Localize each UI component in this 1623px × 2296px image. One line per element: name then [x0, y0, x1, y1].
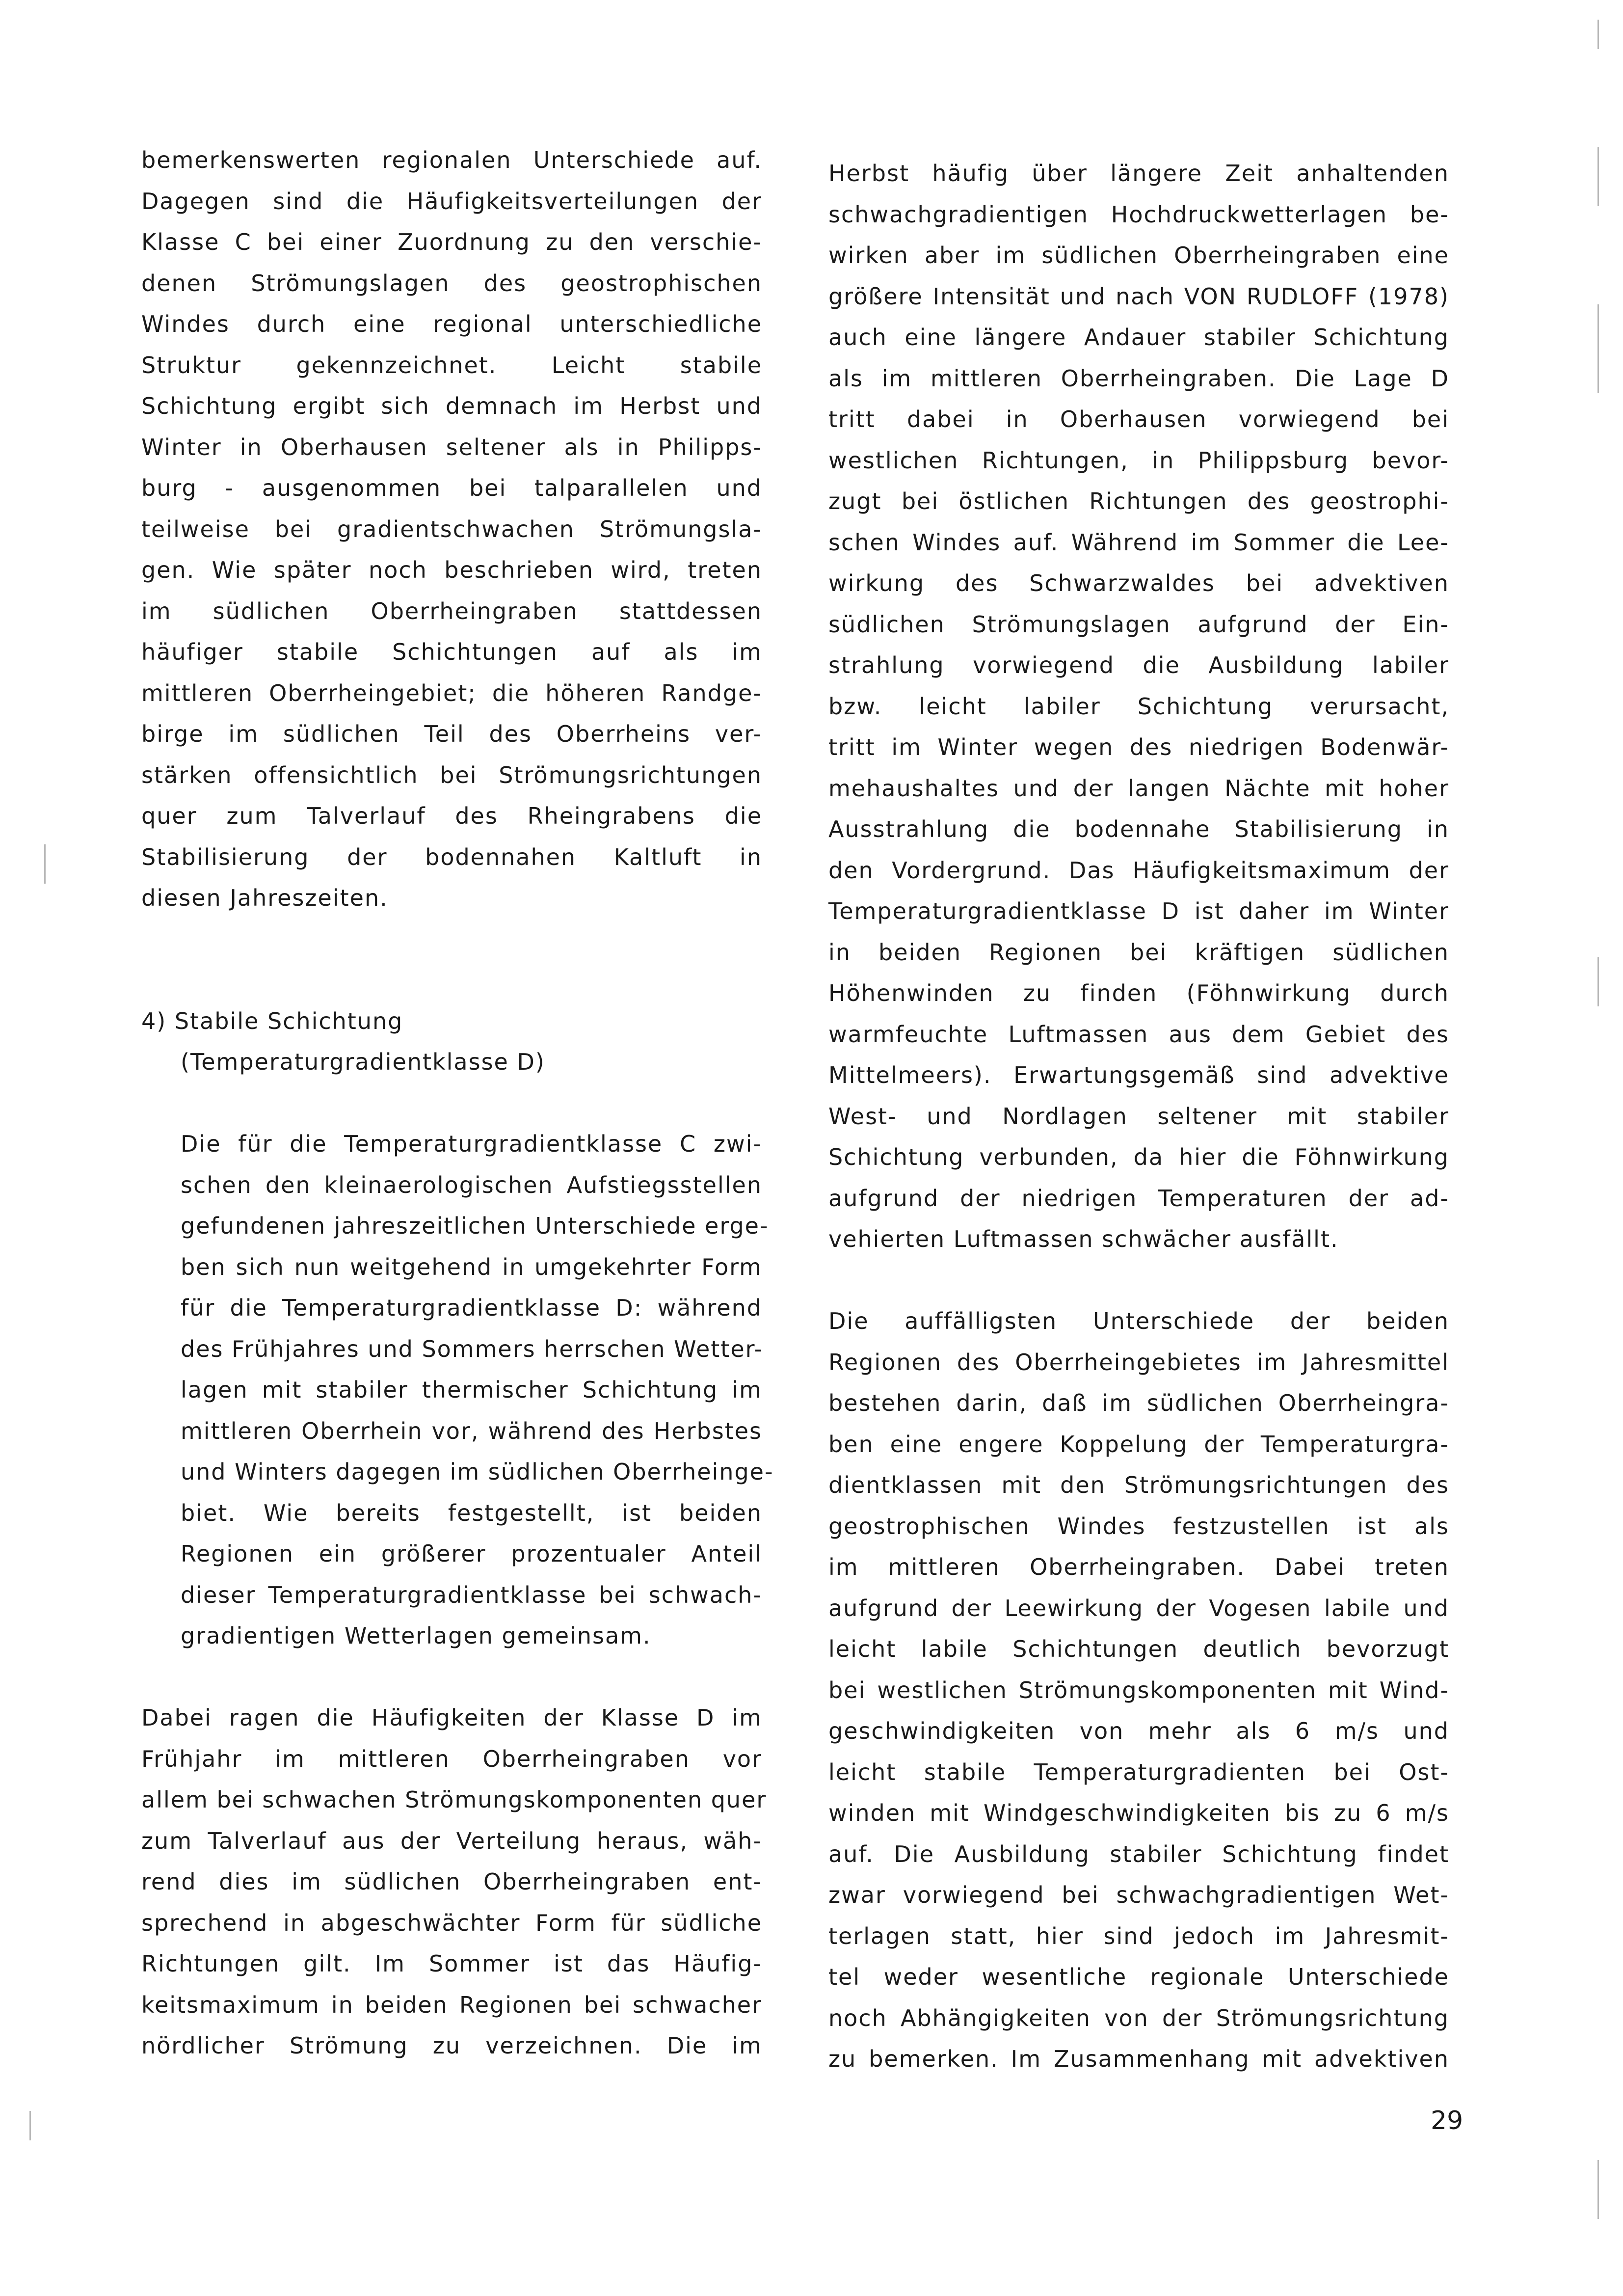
section-subheading: (Temperaturgradientklasse D)	[181, 1049, 545, 1075]
text-line: warmfeuchte Luftmassen aus dem Gebiet des	[828, 1021, 1449, 1048]
text-line: Ausstrahlung die bodennahe Stabilisierung in	[828, 816, 1449, 842]
text-line: den Vordergrund. Das Häufigkeitsmaximum der	[828, 857, 1449, 884]
text-line: geostrophischen Windes festzustellen ist als	[828, 1513, 1449, 1540]
text-line: Richtungen gilt. Im Sommer ist das Häufig-	[141, 1950, 762, 1977]
text-line: vehierten Luftmassen schwächer ausfällt.	[828, 1226, 1339, 1252]
text-line: mehaushaltes und der langen Nächte mit hoher	[828, 775, 1449, 802]
text-line: und Winters dagegen im südlichen Oberrheinge-	[181, 1459, 774, 1485]
text-line: zu bemerken. Im Zusammenhang mit advektiven	[828, 2046, 1449, 2072]
text-line: gradientigen Wetterlagen gemeinsam.	[181, 1622, 651, 1649]
text-line: Winter in Oberhausen seltener als in Philipps-	[141, 433, 762, 460]
section-heading: 4) Stabile Schichtung	[141, 1007, 403, 1034]
scan-edge-mark	[1597, 304, 1599, 393]
text-line: Regionen ein größerer prozentualer Anteil	[181, 1540, 762, 1567]
text-line: aufgrund der Leewirkung der Vogesen labile und	[828, 1594, 1449, 1621]
text-line: stärken offensichtlich bei Strömungsrichtungen	[141, 761, 762, 788]
text-line: winden mit Windgeschwindigkeiten bis zu 6 m/s	[828, 1800, 1449, 1826]
paragraph	[828, 1301, 1449, 2080]
text-line: allem bei schwachen Strömungskomponenten quer	[141, 1786, 767, 1813]
text-line: Temperaturgradientklasse D ist daher im Winter	[828, 898, 1449, 924]
text-line: tritt dabei in Oberhausen vorwiegend bei	[828, 406, 1449, 432]
text-line: bzw. leicht labiler Schichtung verursacht,	[828, 693, 1449, 720]
scan-edge-mark	[1597, 957, 1599, 1006]
page-number: 29	[1431, 2106, 1463, 2135]
text-line: als im mittleren Oberrheingraben. Die Lage D	[828, 365, 1449, 392]
text-line: häufiger stabile Schichtungen auf als im	[141, 639, 762, 665]
text-line: auf. Die Ausbildung stabiler Schichtung findet	[828, 1840, 1449, 1867]
text-line: tel weder wesentliche regionale Unterschiede	[828, 1964, 1449, 1990]
paragraph	[828, 153, 1449, 1260]
text-line: teilweise bei gradientschwachen Strömungsla-	[141, 515, 762, 542]
text-line: Höhenwinden zu finden (Föhnwirkung durch	[828, 980, 1449, 1006]
text-line: leicht stabile Temperaturgradienten bei Ost-	[828, 1758, 1449, 1785]
text-line: mittleren Oberrheingebiet; die höheren Randge-	[141, 679, 762, 706]
text-line: Windes durch eine regional unterschiedliche	[141, 311, 762, 337]
text-line: zum Talverlauf aus der Verteilung heraus, wäh-	[141, 1827, 762, 1854]
text-line: zwar vorwiegend bei schwachgradientigen Wet-	[828, 1882, 1449, 1908]
text-line: im südlichen Oberrheingraben stattdessen	[141, 597, 762, 624]
text-line: rend dies im südlichen Oberrheingraben ent-	[141, 1868, 762, 1895]
text-line: sprechend in abgeschwächter Form für südliche	[141, 1909, 762, 1936]
text-line: dientklassen mit den Strömungsrichtungen des	[828, 1472, 1449, 1498]
text-line: bestehen darin, daß im südlichen Oberrheingra-	[828, 1390, 1449, 1416]
text-line: gen. Wie später noch beschrieben wird, treten	[141, 557, 762, 583]
text-line: birge im südlichen Teil des Oberrheins ver-	[141, 721, 762, 747]
text-line: in beiden Regionen bei kräftigen südlichen	[828, 939, 1449, 966]
text-line: Frühjahr im mittleren Oberrheingraben vor	[141, 1745, 762, 1772]
text-line: größere Intensität und nach VON RUDLOFF (1978)	[828, 283, 1449, 310]
text-line: terlagen statt, hier sind jedoch im Jahresmit-	[828, 1922, 1449, 1949]
text-line: nördlicher Strömung zu verzeichnen. Die im	[141, 2032, 762, 2059]
scan-edge-mark	[44, 844, 46, 884]
scan-edge-mark	[1597, 2160, 1599, 2219]
scan-edge-mark	[29, 2111, 31, 2140]
text-line: im mittleren Oberrheingraben. Dabei treten	[828, 1554, 1449, 1580]
text-line: tritt im Winter wegen des niedrigen Bodenwär-	[828, 734, 1449, 760]
text-line: Dagegen sind die Häufigkeitsverteilungen der	[141, 188, 762, 215]
text-line: bemerkenswerten regionalen Unterschiede auf.	[141, 147, 762, 173]
text-line: Schichtung verbunden, da hier die Föhnwirkung	[828, 1144, 1449, 1170]
text-line: Dabei ragen die Häufigkeiten der Klasse D im	[141, 1704, 762, 1731]
text-line: westlichen Richtungen, in Philippsburg bevor-	[828, 447, 1449, 474]
text-line: Struktur gekennzeichnet. Leicht stabile	[141, 351, 762, 378]
text-line: diesen Jahreszeiten.	[141, 885, 388, 911]
paragraph	[141, 1698, 767, 2067]
text-line: Herbst häufig über längere Zeit anhaltenden	[828, 160, 1449, 187]
text-line: lagen mit stabiler thermischer Schichtung im	[181, 1377, 762, 1403]
left-column	[141, 140, 774, 2067]
text-line: Die auffälligsten Unterschiede der beiden	[828, 1308, 1449, 1334]
text-line: quer zum Talverlauf des Rheingrabens die	[141, 803, 762, 829]
text-line: schen den kleinaerologischen Aufstiegsstellen	[181, 1171, 762, 1198]
text-line: leicht labile Schichtungen deutlich bevorzugt	[828, 1636, 1449, 1662]
right-column	[828, 153, 1449, 2080]
text-line: dieser Temperaturgradientklasse bei schwach-	[181, 1581, 762, 1608]
text-line: Regionen des Oberrheingebietes im Jahresmittel	[828, 1349, 1449, 1376]
text-line: geschwindigkeiten von mehr als 6 m/s und	[828, 1718, 1449, 1744]
paragraph	[141, 1124, 774, 1657]
text-line: gefundenen jahreszeitlichen Unterschiede erge-	[181, 1213, 769, 1239]
text-line: noch Abhängigkeiten von der Strömungsrichtung	[828, 2004, 1449, 2031]
text-line: Stabilisierung der bodennahen Kaltluft in	[141, 843, 762, 870]
text-line: mittleren Oberrhein vor, während des Herbstes	[181, 1417, 762, 1444]
text-line: auch eine längere Andauer stabiler Schichtung	[828, 324, 1449, 351]
text-line: für die Temperaturgradientklasse D: während	[181, 1295, 762, 1321]
text-line: biet. Wie bereits festgestellt, ist beiden	[181, 1499, 762, 1526]
text-line: strahlung vorwiegend die Ausbildung labiler	[828, 652, 1449, 678]
text-line: wirken aber im südlichen Oberrheingraben eine	[828, 242, 1449, 269]
text-line: keitsmaximum in beiden Regionen bei schwacher	[141, 1991, 762, 2018]
text-line: wirkung des Schwarzwaldes bei advektiven	[828, 570, 1449, 596]
scan-edge-mark	[1597, 147, 1599, 206]
text-line: schen Windes auf. Während im Sommer die Lee-	[828, 529, 1449, 556]
text-line: ben eine engere Koppelung der Temperaturgra-	[828, 1431, 1449, 1458]
text-line: West- und Nordlagen seltener mit stabiler	[828, 1103, 1449, 1130]
text-line: des Frühjahres und Sommers herrschen Wetter-	[181, 1335, 764, 1362]
scan-edge-mark	[1597, 20, 1599, 49]
text-line: aufgrund der niedrigen Temperaturen der ad-	[828, 1185, 1449, 1212]
text-line: Schichtung ergibt sich demnach im Herbst und	[141, 393, 762, 419]
text-line: bei westlichen Strömungskomponenten mit Wind-	[828, 1676, 1449, 1703]
paragraph	[141, 140, 762, 919]
text-line: denen Strömungslagen des geostrophischen	[141, 270, 762, 297]
text-line: Klasse C bei einer Zuordnung zu den verschie-	[141, 229, 762, 255]
text-line: zugt bei östlichen Richtungen des geostrophi-	[828, 488, 1449, 514]
text-line: burg - ausgenommen bei talparallelen und	[141, 475, 762, 501]
text-line: südlichen Strömungslagen aufgrund der Ein-	[828, 611, 1449, 638]
text-line: ben sich nun weitgehend in umgekehrter Form	[181, 1253, 762, 1280]
text-line: Mittelmeers). Erwartungsgemäß sind advektive	[828, 1062, 1449, 1088]
text-line: Die für die Temperaturgradientklasse C zwi-	[181, 1131, 762, 1157]
text-line: schwachgradientigen Hochdruckwetterlagen be-	[828, 201, 1449, 228]
